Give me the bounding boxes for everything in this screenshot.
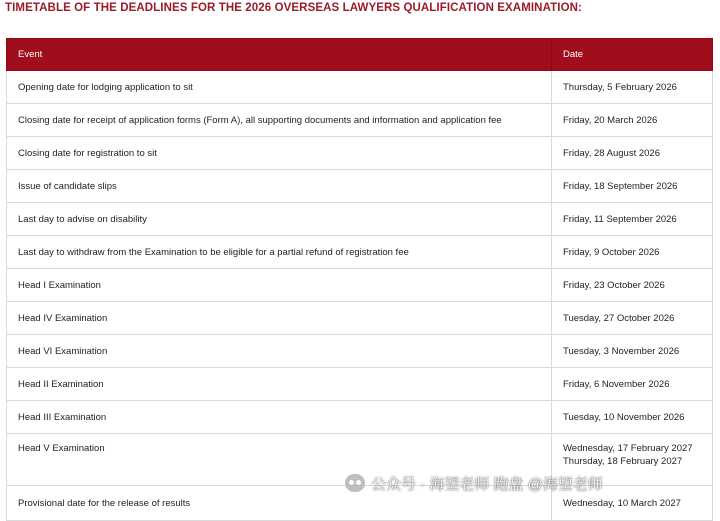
date-text: Friday, 9 October 2026 (563, 246, 660, 258)
table-row (7, 236, 713, 269)
table-row (7, 203, 713, 236)
page-title: TIMETABLE OF THE DEADLINES FOR THE 2026 OVERSEAS LAWYERS QUALIFICATION EXAMINATION: (5, 2, 582, 14)
date-cell (552, 401, 713, 434)
date-cell (552, 170, 713, 203)
date-cell (552, 302, 713, 335)
table-row (7, 137, 713, 170)
date-text: Friday, 28 August 2026 (563, 147, 660, 159)
event-cell: Head IV Examination (7, 302, 552, 335)
wechat-icon (345, 474, 365, 492)
date-text: Friday, 20 March 2026 (563, 114, 658, 126)
deadlines-table (6, 38, 713, 521)
event-cell: Head II Examination (7, 368, 552, 401)
table-row (7, 269, 713, 302)
date-cell (552, 71, 713, 104)
table-row (7, 170, 713, 203)
event-cell: Issue of candidate slips (7, 170, 552, 203)
date-text: Tuesday, 3 November 2026 (563, 345, 680, 357)
event-cell: Head III Examination (7, 401, 552, 434)
date-text: Tuesday, 10 November 2026 (563, 411, 685, 423)
table-row (7, 302, 713, 335)
table-row (7, 104, 713, 137)
date-text: Friday, 23 October 2026 (563, 279, 665, 291)
date-text: Wednesday, 17 February 2027 (563, 443, 693, 454)
watermark-text: 公众号 · 海望老师 跑盘 @海望老师 (371, 475, 603, 493)
event-cell: Closing date for receipt of application forms (Form A), all supporting documents and information and application fee (7, 104, 552, 137)
date-cell (552, 104, 713, 137)
date-text: Thursday, 5 February 2026 (563, 81, 677, 93)
table-row (7, 368, 713, 401)
table-row (7, 401, 713, 434)
date-text: Wednesday, 10 March 2027 (563, 497, 681, 509)
watermark (345, 472, 603, 494)
date-text: Friday, 6 November 2026 (563, 378, 670, 390)
date-cell (552, 236, 713, 269)
table-row (7, 335, 713, 368)
event-cell: Last day to withdraw from the Examination to be eligible for a partial refund of registration fee (7, 236, 552, 269)
date-text: Friday, 11 September 2026 (563, 213, 677, 225)
date-cell (552, 335, 713, 368)
date-text: Friday, 18 September 2026 (563, 180, 678, 192)
event-cell: Last day to advise on disability (7, 203, 552, 236)
event-cell: Head VI Examination (7, 335, 552, 368)
column-header-event: Event (7, 39, 552, 71)
event-cell: Provisional date for the release of results (7, 486, 552, 521)
event-cell: Head V Examination (7, 434, 552, 486)
date-cell (552, 368, 713, 401)
column-header-date: Date (552, 39, 713, 71)
table-header-row (7, 39, 713, 71)
event-cell: Opening date for lodging application to sit (7, 71, 552, 104)
table-row (7, 71, 713, 104)
event-cell: Head I Examination (7, 269, 552, 302)
date-text: Thursday, 18 February 2027 (563, 456, 683, 467)
date-cell (552, 137, 713, 170)
date-cell (552, 269, 713, 302)
date-text: Tuesday, 27 October 2026 (563, 312, 675, 324)
date-cell (552, 203, 713, 236)
event-cell: Closing date for registration to sit (7, 137, 552, 170)
